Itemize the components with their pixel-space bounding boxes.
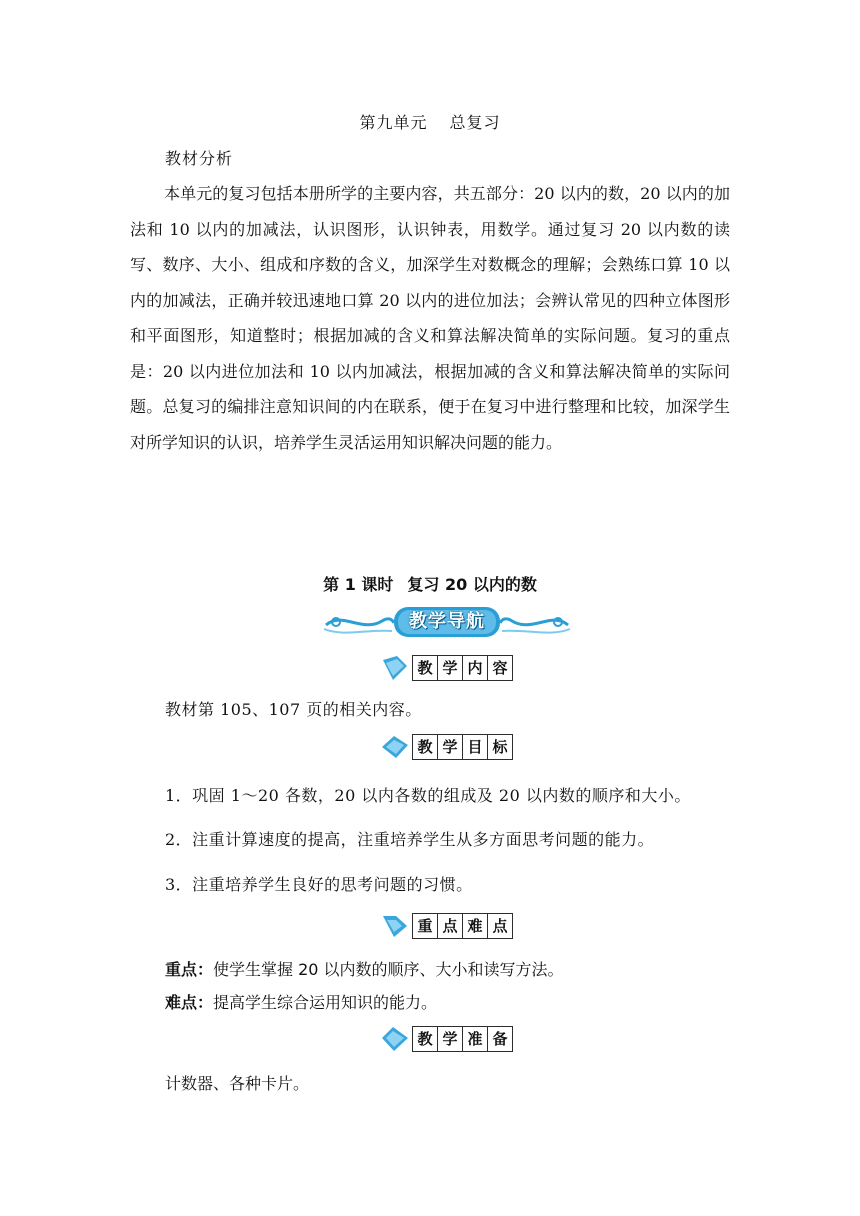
section-title-goals	[412, 734, 512, 760]
unit-number: 第九单元	[359, 113, 428, 132]
teaching-nav-banner	[322, 603, 572, 643]
difficulty-line	[165, 990, 437, 1013]
title-char: 教	[412, 1026, 438, 1052]
key-point-line	[165, 957, 564, 980]
title-char: 备	[487, 1026, 513, 1052]
title-char: 重	[412, 913, 438, 939]
book-icon	[380, 912, 410, 940]
lesson-title	[0, 572, 860, 595]
title-char: 教	[412, 655, 438, 681]
section-title-content	[412, 655, 512, 681]
section-title-key-points	[412, 913, 512, 939]
lesson-number: 第 1 课时	[323, 575, 394, 594]
goal-item-3: 3．注重培养学生良好的思考问题的习惯。	[165, 875, 473, 894]
title-char: 内	[462, 655, 488, 681]
title-char: 标	[487, 734, 513, 760]
content-text: 教材第 105、107 页的相关内容。	[165, 700, 422, 719]
lesson-name: 复习 20 以内的数	[407, 575, 537, 594]
analysis-heading: 教材分析	[165, 149, 234, 168]
title-char: 学	[437, 1026, 463, 1052]
goal-item-2: 2．注重计算速度的提高，注重培养学生从多方面思考问题的能力。	[165, 830, 655, 849]
difficulty-text: 提高学生综合运用知识的能力。	[213, 993, 438, 1012]
nav-banner-label: 教学导航	[409, 611, 485, 632]
book-icon	[380, 654, 410, 682]
goal-item-1: 1．巩固 1～20 各数，20 以内各数的组成及 20 以内数的顺序和大小。	[165, 786, 691, 805]
unit-name: 总复习	[449, 113, 501, 132]
title-char: 难	[462, 913, 488, 939]
title-char: 学	[437, 734, 463, 760]
book-icon	[380, 733, 410, 761]
analysis-paragraph	[130, 176, 730, 460]
title-char: 目	[462, 734, 488, 760]
prep-text: 计数器、各种卡片。	[165, 1074, 310, 1093]
analysis-body: 本单元的复习包括本册所学的主要内容，共五部分：20 以内的数，20 以内的加法和 10 以内的加减法，认识图形，认识钟表，用数学。通过复习 20 以内数的读写、数序、大小、组成和序数的含义，加深学生对数概念的理解；会熟练口算 10 以内的加减法，正确并较迅速地口算 20 以内的进位加法；会辨认常见的四种立体图形和平面图形，知道整时；根据加减的含义和算法解决简单的实际问题。复习的重点是：20 以内进位加法和 10 以内加减法，根据加减的含义和算法解决简单的实际问题。总复习的编排注意知识间的内在联系，便于在复习中进行整理和比较，加深学生对所学知识的认识，培养学生灵活运用知识解决问题的能力。	[130, 184, 730, 452]
difficulty-label: 难点：	[165, 993, 214, 1012]
title-char: 容	[487, 655, 513, 681]
unit-title	[0, 110, 860, 133]
key-point-label: 重点：	[165, 960, 214, 979]
title-char: 点	[437, 913, 463, 939]
title-char: 准	[462, 1026, 488, 1052]
title-char: 学	[437, 655, 463, 681]
title-char: 教	[412, 734, 438, 760]
book-icon	[380, 1025, 410, 1053]
key-point-text: 使学生掌握 20 以内数的顺序、大小和读写方法。	[213, 960, 564, 979]
section-title-prep	[412, 1026, 512, 1052]
title-char: 点	[487, 913, 513, 939]
